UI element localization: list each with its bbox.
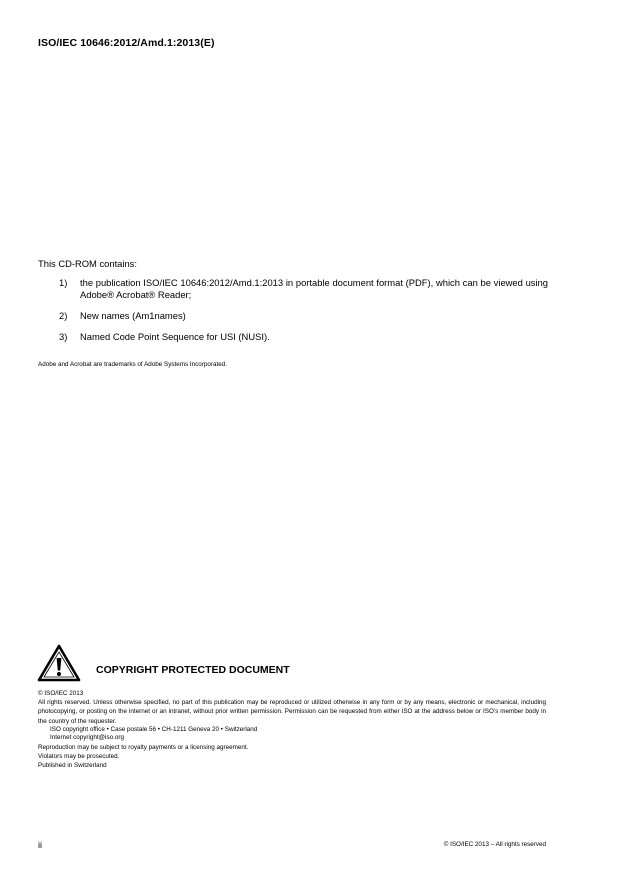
document-id-header: ISO/IEC 10646:2012/Amd.1:2013(E): [38, 37, 215, 49]
warning-triangle-icon: [37, 644, 81, 682]
copyright-office-address: [38, 726, 546, 743]
cd-rom-intro: This CD-ROM contains:: [38, 258, 137, 269]
copyright-year: © ISO/IEC 2013: [38, 690, 84, 697]
list-item-number: 1): [59, 277, 68, 288]
list-item: [38, 331, 548, 343]
list-item-text: New names (Am1names): [80, 310, 186, 321]
rights-statement: All rights reserved. Unless otherwise specified, no part of this publication may be reproduced or utilized otherwise in any form or by any means, electronic or mechanical, including photocopying, or posting on the internet or an intranet, without prior written permission. Permission can be requested from either ISO at the address below or ISO’s member body in the country of the requester.: [38, 699, 546, 725]
list-item-text: Named Code Point Sequence for USI (NUSI).: [80, 331, 270, 342]
copyright-notice: [38, 689, 546, 771]
copyright-title: COPYRIGHT PROTECTED DOCUMENT: [96, 664, 290, 676]
list-item: [38, 277, 548, 301]
trademark-note: Adobe and Acrobat are trademarks of Adobe Systems Incorporated.: [38, 361, 228, 368]
list-item-number: 3): [59, 331, 68, 342]
footer-copyright: © ISO/IEC 2013 – All rights reserved: [443, 841, 546, 848]
address-line: ISO copyright office • Case postale 56 • CH-1211 Geneva 20 • Switzerland: [50, 725, 258, 733]
cd-rom-contents-list: [38, 277, 548, 352]
list-item-text: the publication ISO/IEC 10646:2012/Amd.1:2013 in portable document format (PDF), which can be viewed using Adobe® Acrobat® Reader;: [80, 277, 548, 300]
list-item-number: 2): [59, 310, 68, 321]
reproduction-note: Reproduction may be subject to royalty payments or a licensing agreement.: [38, 744, 249, 751]
list-item: [38, 310, 548, 322]
violators-note: Violators may be prosecuted.: [38, 753, 120, 761]
contact-line: Internet copyright@iso.org: [50, 734, 124, 742]
page-number: ii: [38, 840, 42, 850]
published-note: Published in Switzerland: [38, 762, 107, 770]
